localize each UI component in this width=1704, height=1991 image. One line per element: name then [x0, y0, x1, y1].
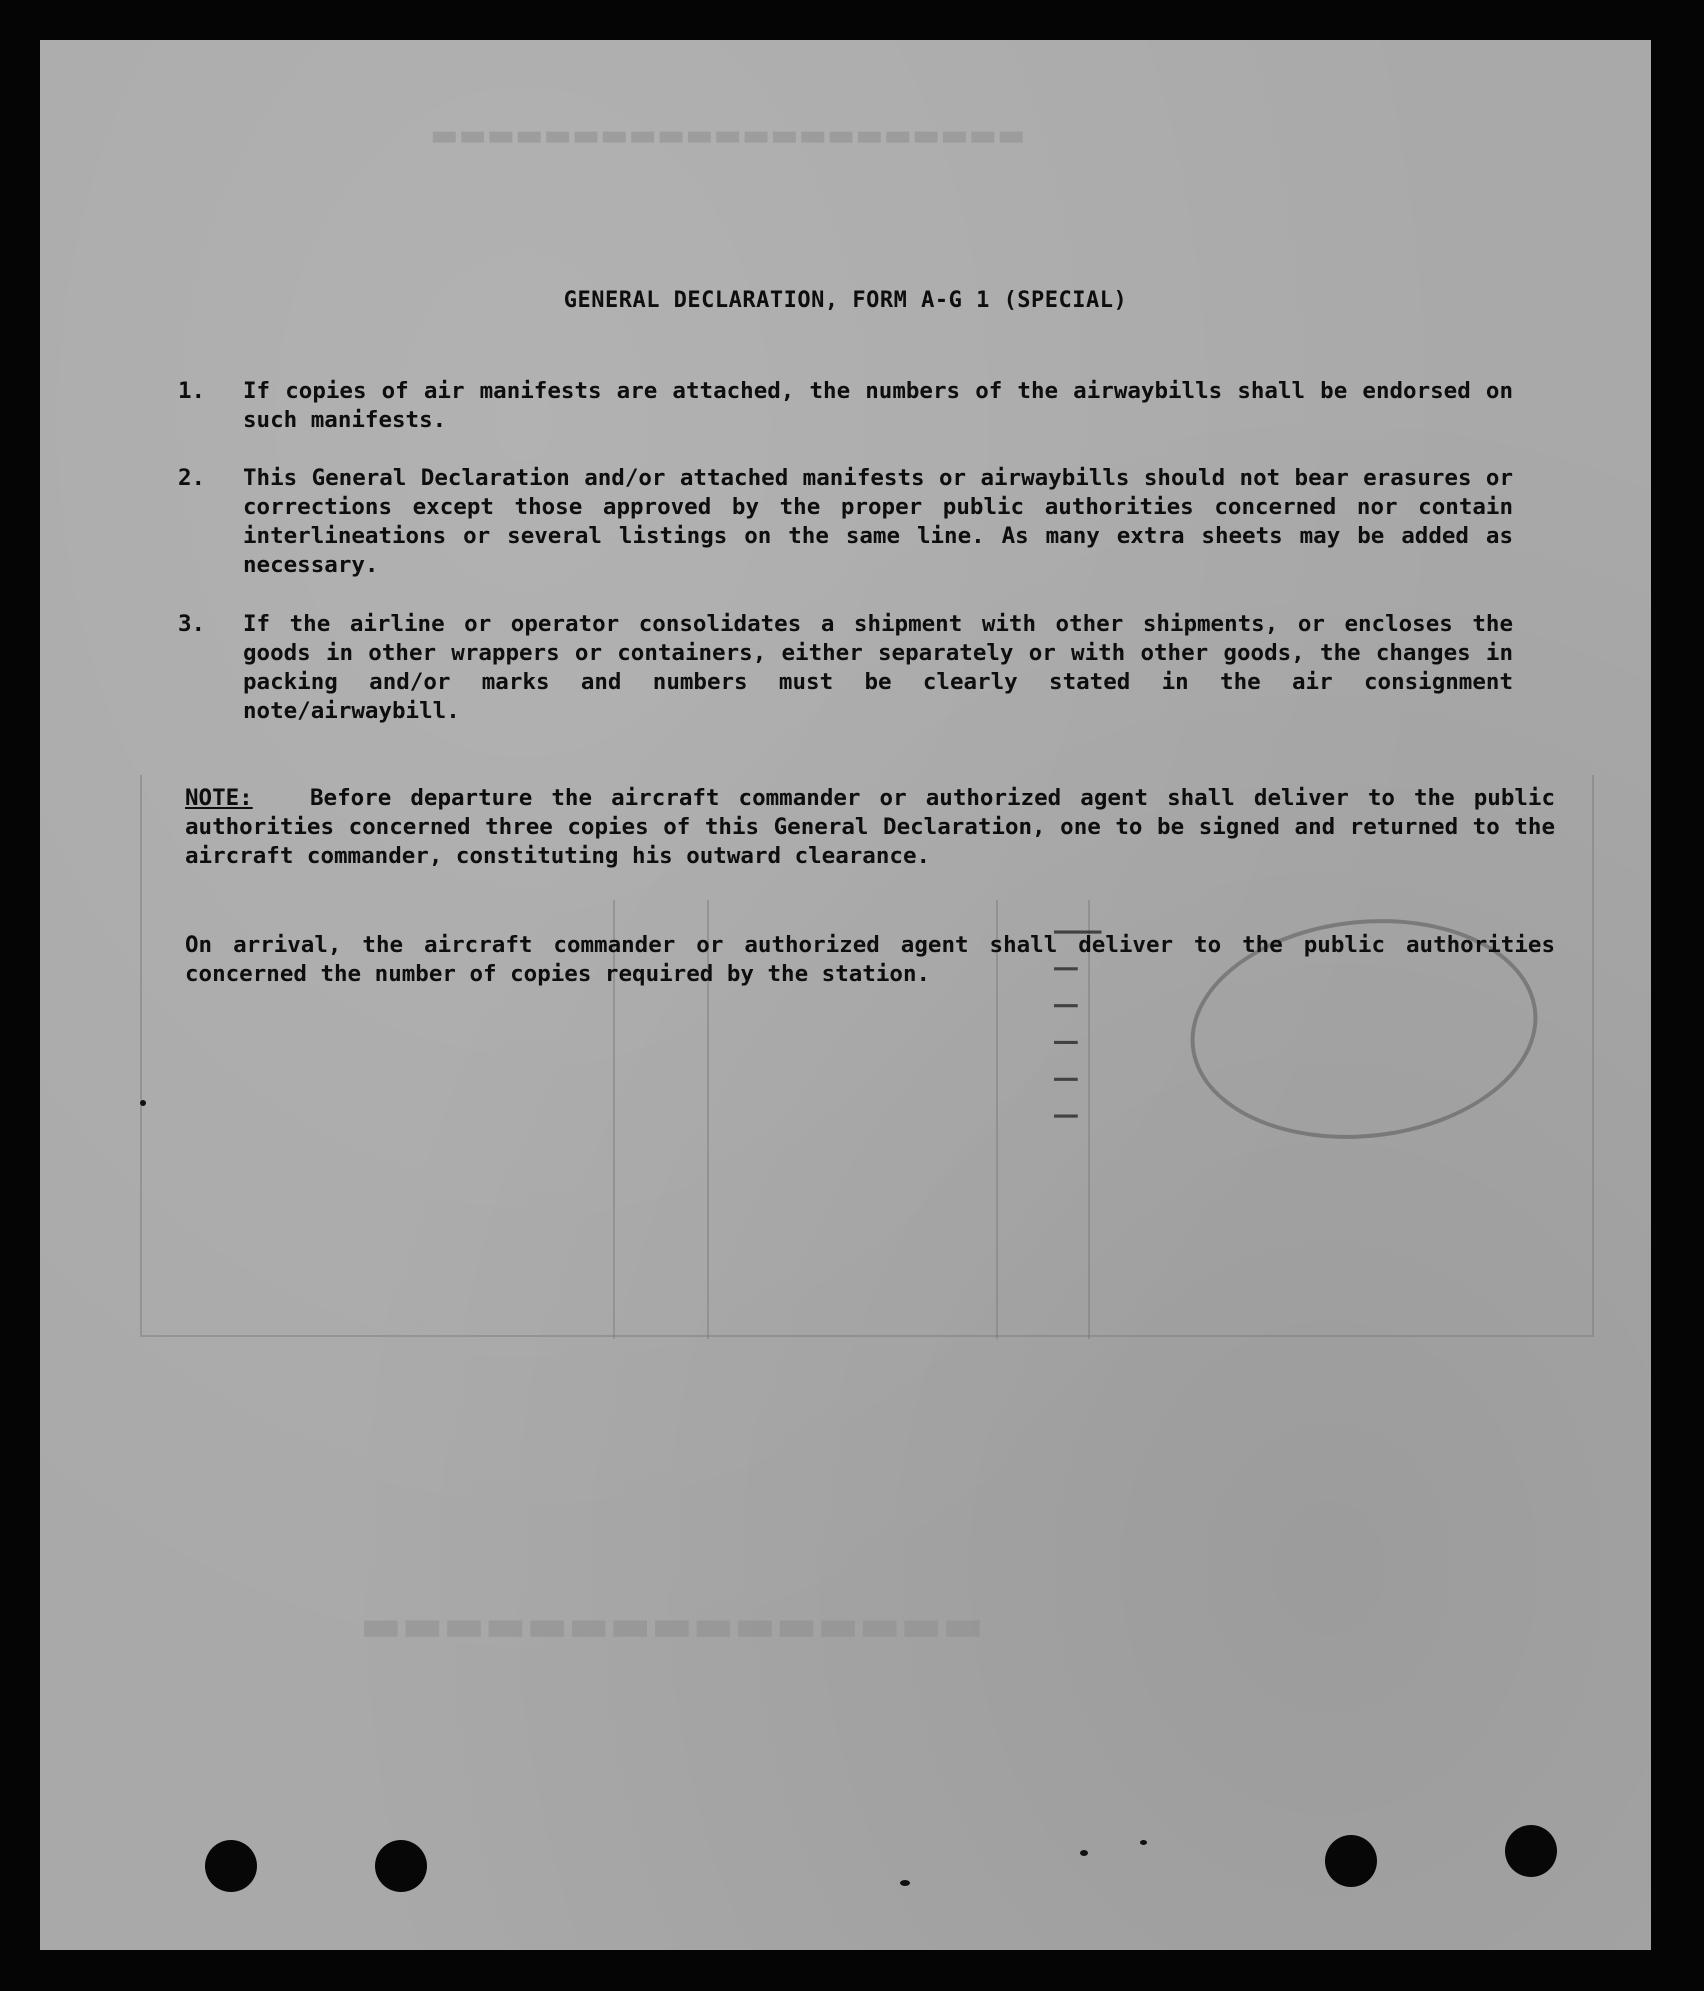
bleed-through-title: ▬▬▬▬▬▬▬▬▬▬▬▬▬▬▬	[360, 1600, 984, 1651]
punch-hole	[1325, 1835, 1377, 1887]
speck	[1080, 1850, 1088, 1856]
item-number: 3.	[178, 611, 206, 637]
item-text: If the airline or operator consolidates a shipment with other shipments, or encloses the goods in other wrappers or containers, either separately or with other goods, the changes in packing and/or marks and numbers must be clearly stated in the air consignment note/airwaybill.	[243, 611, 1513, 724]
item-text: This General Declaration and/or attached manifests or airwaybills should not bear erasures or corrections except those approved by the proper public authorities concerned nor contain interlineations or several listings on the same line. As many extra sheets may be added as necessary.	[243, 465, 1513, 578]
document-page	[40, 40, 1651, 1950]
punch-hole	[205, 1840, 257, 1892]
item-number: 1.	[178, 378, 206, 404]
document-title: GENERAL DECLARATION, FORM A-G 1 (SPECIAL)	[563, 288, 1128, 313]
departure-note	[185, 784, 1555, 871]
arrival-note: On arrival, the aircraft commander or authorized agent shall deliver to the public authorities concerned the number of copies required by the station.	[185, 932, 1555, 987]
note-text: Before departure the aircraft commander or authorized agent shall deliver to the public authorities concerned three copies of this General Declaration, one to be signed and returned to the aircraft commander, constituting his outward clearance.	[185, 785, 1556, 869]
note-label: NOTE:	[185, 785, 253, 811]
item-text: If copies of air manifests are attached, the numbers of the airwaybills shall be endorsed on such manifests.	[243, 378, 1513, 433]
punch-hole	[1505, 1825, 1557, 1877]
speck	[1140, 1840, 1147, 1845]
bleed-through-header: ▬▬▬▬▬▬▬▬▬▬▬▬▬▬▬▬▬▬▬▬▬	[430, 118, 1026, 153]
speck	[140, 1100, 146, 1106]
punch-hole	[375, 1840, 427, 1892]
handwritten-mark: │ ╷ ╷ ╷ ╷ ╷	[1054, 920, 1100, 1129]
speck	[900, 1880, 910, 1886]
item-number: 2.	[178, 465, 206, 491]
